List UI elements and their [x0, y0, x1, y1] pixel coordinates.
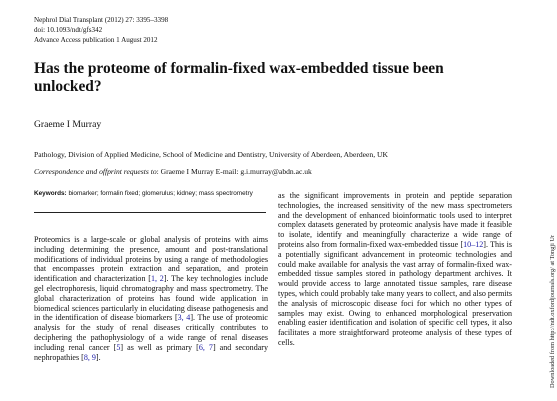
- doi[interactable]: doi: 10.1093/ndt/gfs342: [34, 26, 103, 34]
- reference-link[interactable]: 10–12: [463, 239, 484, 249]
- reference-link[interactable]: 8, 9: [83, 352, 96, 362]
- paragraph: as the significant improvements in protein and peptide separation technologies, the increased sensitivity of the new mass spectrometers and the development of enhanced bioinformatic tools used to interpret complex datasets generated by proteomic analysis have made it feasible to isolate, identify and meaningfully characterize a wide range of proteins also from formalin-fixed wax-embedded tissue [10–12]. This is a potentially significant advancement in proteomic technologies and could make available for analysis the vast array of formalin-fixed wax-embedded tissue samples stored in pathology department archives. It would provide access to large annotated tissue samples, rare disease types, which could probably take many years to collect, and also permits the analysis of microscopic disease foci for which no other types of samples may exist. Owing to enhanced morphological preservation enabling easier identification and isolation of specific cell types, it also facilitates a more straightforward proteome analysis of these types of cells.: [278, 191, 512, 347]
- keywords-label: Keywords:: [34, 190, 67, 197]
- paragraph: Proteomics is a large-scale or global analysis of proteins with aims including determining the presence, amount and post-translational modifications of individual proteins by using a range of methodologies that encompasses protein extraction and separation, and protein identification and characterization [1, 2]. The key technologies include gel electrophoresis, liquid chromatography and mass spectrometry. The global characterization of proteins has found wide application in biomedical sciences particularly in elucidating disease pathogenesis and in the identification of disease biomarkers [3, 4]. The use of proteomic analysis for the study of renal diseases critically contributes to deciphering the pathophysiology of a wide range of renal diseases including renal cancer [5] as well as primary [6, 7] and secondary nephropathies [8, 9].: [34, 235, 269, 362]
- correspondence: [34, 167, 312, 177]
- reference-link[interactable]: 5: [116, 342, 121, 352]
- keywords-text: biomarker; formalin fixed; glomerulus; kidney; mass spectrometry: [66, 190, 253, 197]
- access-date: Advance Access publication 1 August 2012: [34, 36, 158, 44]
- reference-link[interactable]: 3, 4: [177, 313, 191, 323]
- affiliation: Pathology, Division of Applied Medicine, School of Medicine and Dentistry, University of Aberdeen, Aberdeen, UK: [34, 150, 388, 159]
- author-name: Graeme I Murray: [34, 119, 102, 130]
- correspondence-text: : Graeme I Murray E-mail: g.i.murray@abdn.ac.uk: [156, 167, 312, 176]
- keywords: [34, 190, 264, 198]
- article-meta: [34, 15, 168, 45]
- journal-citation: Nephrol Dial Transplant (2012) 27: 3395–3398: [34, 16, 169, 24]
- download-sidebar[interactable]: Downloaded from http://ndt.oxfordjournals.org/ at Tongji Ur: [549, 234, 556, 388]
- keywords-divider: [34, 212, 266, 213]
- reference-link[interactable]: 6, 7: [198, 342, 213, 352]
- correspondence-label: Correspondence and offprint requests to: [34, 167, 157, 176]
- body-column-left: [34, 235, 268, 362]
- reference-link[interactable]: 1, 2: [150, 274, 164, 284]
- body-column-right: [278, 191, 512, 348]
- article-title: Has the proteome of formalin-fixed wax-embedded tissue been unlocked?: [34, 60, 444, 95]
